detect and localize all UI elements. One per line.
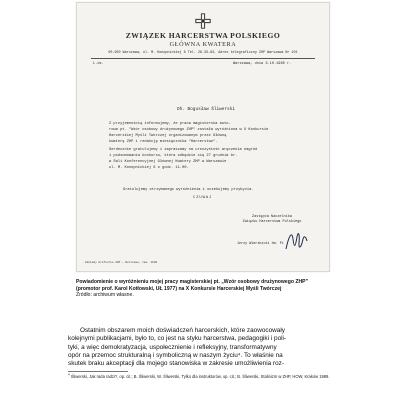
handwritten-signature bbox=[283, 229, 309, 253]
organization-subtitle: GŁÓWNA KWATERA bbox=[169, 41, 237, 48]
reference-number: L.dz. bbox=[93, 62, 104, 66]
paragraph-line: kolejnymi publikacjami, było to, co jest na styku harcerstwa, pedagogiki i poli- bbox=[68, 335, 287, 343]
caption-text: Powiadomienie o wyróżnieniu mojej pracy magisterskiej pt. „Wzór osobowy drużynowego ZHP” (promotor prof. Karol Kotłowski, UŁ 1977) na X Konkursie Harcerskiej Myśli Twórczej bbox=[76, 279, 309, 292]
footnote bbox=[68, 374, 334, 380]
letter-greeting-czuwaj: CZUWAJ bbox=[193, 196, 213, 200]
letter-body-line: rowa pt. "Wzór osobowy drużynowego ZHP" została wyróżniona w X Konkursie bbox=[109, 128, 269, 132]
signatory-title: Zastępca Naczelnika bbox=[252, 215, 292, 219]
letter-body-line: Harcerskiej Myśli Twórczej organizowanym przez Główną bbox=[109, 134, 227, 138]
print-footer: Zakłady Graficzne ZHP — Warszawa, zam. 1980 bbox=[85, 261, 158, 264]
letter-body-line: Z przyjemnością informujemy, że praca magisterska auto- bbox=[109, 122, 231, 126]
footnote-number: 4 bbox=[68, 372, 70, 377]
letter-body-line: w Sali Konferencyjnej Głównej Kwatery ZHP w Warszawie bbox=[109, 160, 227, 164]
scanned-letter bbox=[76, 2, 330, 272]
footnote-text: Śliwerski, Jak rada radzi?, op. cit.; B. Śliwerski, W. Śliwerski, Tylko dla instruktorów, op. cit.; B. Śliwerski, Stalinizm w ZHP, HOW, Kraków 1989. bbox=[70, 374, 330, 379]
paragraph-line: Ostatnim obszarem moich doświadczeń harcerskich, które zaowocowały bbox=[80, 327, 285, 334]
letterhead-divider bbox=[91, 58, 315, 59]
letter-body-line: i podsumowania konkursu, która odbędzie się 27 grudnia br. bbox=[109, 154, 238, 158]
caption-source: Źródło: archiwum własne. bbox=[76, 292, 134, 299]
figure-caption bbox=[76, 279, 332, 299]
signatory-name: Jerzy Wierzbicki hm. PL bbox=[237, 242, 284, 246]
letter-body bbox=[109, 121, 305, 171]
letter-body-line: kwaterę ZHP i redakcję miesięcznika "Harcerstwo". bbox=[109, 140, 218, 144]
footnote-separator bbox=[68, 371, 128, 372]
harcerski-cross-emblem-icon bbox=[195, 13, 211, 29]
body-paragraph bbox=[68, 327, 334, 368]
letter-body-line: ul. M. Konopnickiej 6 o godz. 11.00. bbox=[109, 166, 189, 170]
letter-recipient: Dh. Bogusław Śliwerski bbox=[177, 107, 235, 112]
letter-date: Warszawa, dnia 3.10.1980 r. bbox=[233, 62, 292, 66]
organization-name: ZWIĄZEK HARCERSTWA POLSKIEGO bbox=[125, 31, 281, 40]
paragraph-line: opór na przemoc strukturalną i symboliczną w naszym życiu⁴. To właśnie na bbox=[68, 351, 283, 359]
letter-body-line: Serdecznie gratulujemy i zapraszamy na uroczystość wręczenia nagród bbox=[109, 148, 258, 152]
letter-closing: Gratulujemy otrzymanego wyróżnienia i oczekujemy przybycia. bbox=[123, 188, 254, 192]
signatory-organization: Związku Harcerstwa Polskiego bbox=[242, 219, 302, 224]
paragraph-line: skutek braku akceptacji dla mojego stanowiska w zakresie umożliwienia roz- bbox=[68, 360, 284, 368]
signature-block bbox=[227, 215, 317, 224]
paragraph-line: tyki, a więc demokratyzacja, uspołecznienie i refleksyjny, transformatywny bbox=[68, 343, 277, 351]
letterhead-address: 00-950 Warszawa, ul. M. Konopnickiej 6 Tel. 28-33-83, Adres telegraficzny ZHP Warszawa Nr 101 bbox=[108, 51, 298, 55]
